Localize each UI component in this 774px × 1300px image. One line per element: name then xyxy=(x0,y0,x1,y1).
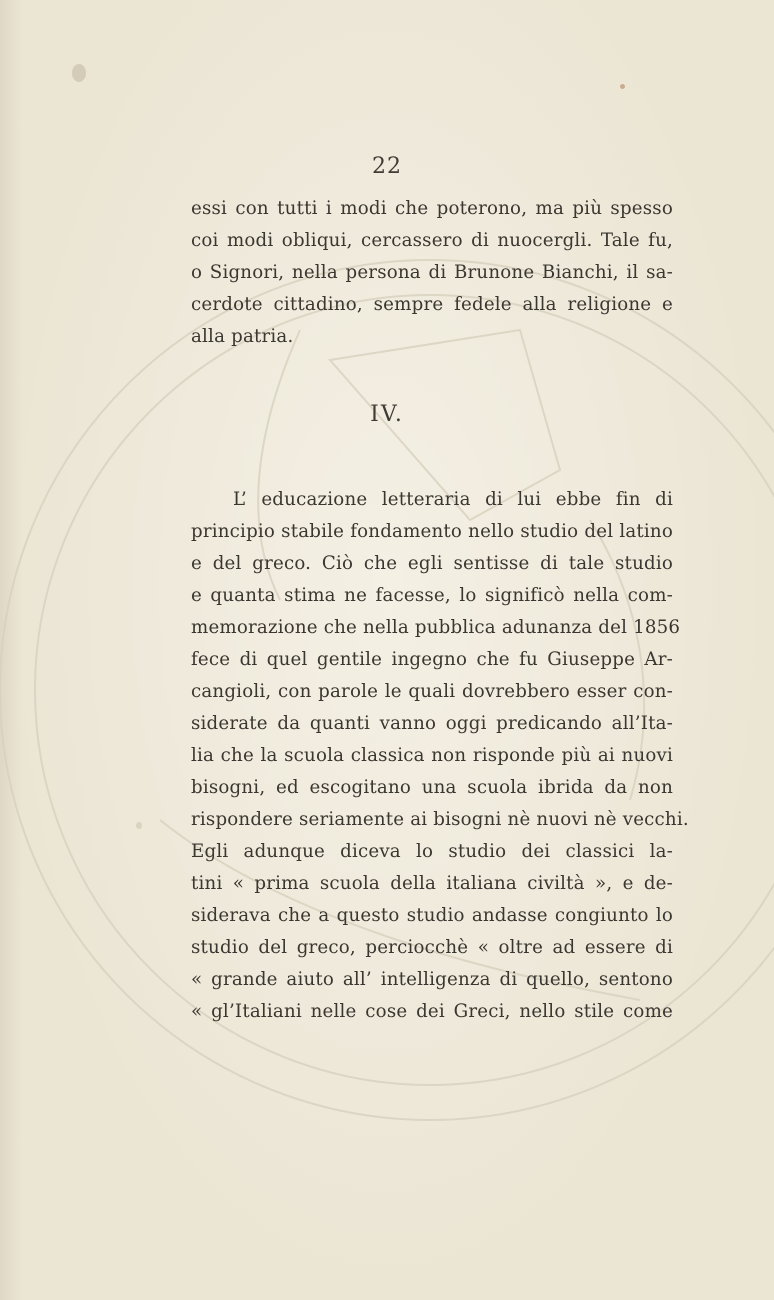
text-line: tini « prima scuola della italiana civiltà », e de- xyxy=(191,873,673,894)
text-line: memorazione che nella pubblica adunanza del 1856 xyxy=(191,617,681,638)
text-line: siderava che a questo studio andasse congiunto lo xyxy=(191,905,673,926)
paper-speck xyxy=(72,64,86,82)
text-line: Egli adunque diceva lo studio dei classici la- xyxy=(191,841,673,862)
text-line: siderate da quanti vanno oggi predicando all’Ita- xyxy=(191,713,673,734)
text-line: rispondere seriamente ai bisogni nè nuovi nè vecchi. xyxy=(191,809,689,830)
text-line: fece di quel gentile ingegno che fu Giuseppe Ar- xyxy=(191,649,673,670)
text-line: coi modi obliqui, cercassero di nuocergli. Tale fu, xyxy=(191,230,673,251)
paragraph-2 xyxy=(191,484,689,1028)
text-line: « grande aiuto all’ intelligenza di quello, sentono xyxy=(191,969,673,990)
text-line: principio stabile fondamento nello studio del latino xyxy=(191,521,673,542)
text-line: alla patria. xyxy=(191,326,294,347)
text-line: « gl’Italiani nelle cose dei Greci, nello stile come xyxy=(191,1001,673,1022)
text-line: o Signori, nella persona di Brunone Bianchi, il sa- xyxy=(191,262,673,283)
text-line: L’ educazione letteraria di lui ebbe fin di xyxy=(233,489,673,510)
paper-speck xyxy=(136,822,142,829)
text-line: cerdote cittadino, sempre fedele alla religione e xyxy=(191,294,673,315)
text-line: cangioli, con parole le quali dovrebbero esser con- xyxy=(191,681,673,702)
text-line: e del greco. Ciò che egli sentisse di tale studio xyxy=(191,553,673,574)
text-line: studio del greco, perciocchè « oltre ad essere di xyxy=(191,937,673,958)
section-heading: IV. xyxy=(370,402,404,427)
text-line: essi con tutti i modi che poterono, ma più spesso xyxy=(191,198,673,219)
paragraph-1 xyxy=(191,193,673,353)
text-line: e quanta stima ne facesse, lo significò nella com- xyxy=(191,585,673,606)
page-number: 22 xyxy=(372,154,402,179)
text-line: bisogni, ed escogitano una scuola ibrida da non xyxy=(191,777,673,798)
paper-speck xyxy=(620,84,625,89)
text-line: lia che la scuola classica non risponde più ai nuovi xyxy=(191,745,673,766)
